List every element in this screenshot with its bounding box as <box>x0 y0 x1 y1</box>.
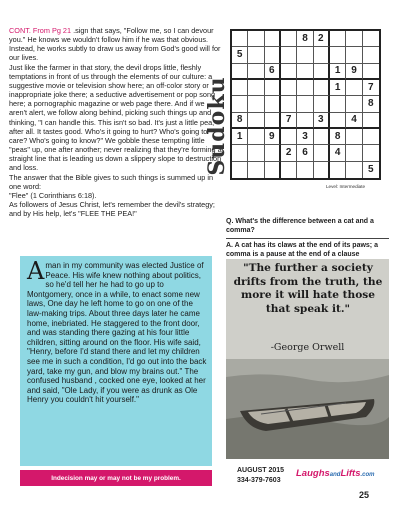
phone-number: 334-379-7603 <box>237 477 281 484</box>
sudoku-cell <box>265 96 281 112</box>
sudoku-cell <box>330 113 346 129</box>
sudoku-cell <box>346 145 362 161</box>
sudoku-cell: 8 <box>232 113 248 129</box>
sudoku-cell <box>346 80 362 96</box>
sudoku-cell <box>330 162 346 178</box>
sudoku-cell: 1 <box>330 80 346 96</box>
sudoku-cell <box>265 162 281 178</box>
sudoku-cell <box>346 96 362 112</box>
sudoku-cell <box>297 162 313 178</box>
sudoku-cell <box>232 80 248 96</box>
article-paragraph-5: As followers of Jesus Christ, let's remember the devil's strategy; and by His help, let's "FLEE THE PEA!" <box>9 199 215 219</box>
quote-text: "The further a society drifts from the truth, the more it will hate those that speak it." <box>233 262 383 315</box>
sudoku-cell <box>346 31 362 47</box>
sudoku-cell <box>265 113 281 129</box>
article-paragraph-1 <box>9 26 223 63</box>
sudoku-cell: 1 <box>232 129 248 145</box>
sudoku-cell <box>248 162 264 178</box>
sudoku-cell <box>281 47 297 63</box>
sudoku-cell <box>314 129 330 145</box>
article-paragraph-2: Just like the farmer in that story, the devil drops little, fleshly temptations in front of us through the elements of our culture: a suggestive movie or television show here; an off-color story or inappropriate joke there; a seductive advertisement or pop song here; a pornographic magazine or web page there. And if we aren't alert, we follow along behind, picking such things up and thinking, "I can handle this. This isn't so bad. It's just a little pea, after all. It tastes good. Who's it going to hurt? Who's going to care? Who's going to know?" We gobble these tempting little "peas" up, one after another; never realizing that they're forming a straight line that is leading us down a slippery slope to destruction and loss. <box>9 62 222 173</box>
issue-date: AUGUST 2015 <box>237 467 285 474</box>
sudoku-label: Sudoku <box>204 76 230 176</box>
sudoku-cell <box>314 47 330 63</box>
sudoku-cell: 9 <box>346 64 362 80</box>
story-text: man in my community was elected Justice of Peace. His wife knew nothing about politics, so he'd tell her he had to go up to Montgomery, once in a while, to enact some new laws, One day he left home to go on one of the law-making trips. About three days later he came home, inebriated. He staggered to the front door, and was standing there gazing at his four little children, sitting around on the floor. His wife said, "Henry, before I'd stand there and let my children see me in such a condition, I'd go out into the back yard, take my gun, and blow my brains out." The confused husband , cocked one eye, looked at her and said, "Ole Lady, if you were as drunk as Ole Henry you couldn't hit yourself." <box>27 261 207 405</box>
sudoku-cell <box>248 64 264 80</box>
sudoku-cell <box>297 47 313 63</box>
sudoku-cell <box>297 80 313 96</box>
sudoku-cell <box>265 145 281 161</box>
sudoku-cell <box>330 31 346 47</box>
sudoku-cell <box>281 80 297 96</box>
sudoku-cell <box>265 47 281 63</box>
sudoku-cell <box>297 113 313 129</box>
story-dropcap: A <box>27 257 45 285</box>
sudoku-cell: 1 <box>330 64 346 80</box>
sudoku-cell <box>232 31 248 47</box>
sudoku-cell: 9 <box>265 129 281 145</box>
riddle-box <box>226 218 389 260</box>
sudoku-cell <box>363 31 379 47</box>
sudoku-cell: 3 <box>297 129 313 145</box>
sudoku-cell: 7 <box>363 80 379 96</box>
article-paragraph-4: "Flee" (1 Corinthians 6:18). <box>9 190 97 200</box>
sudoku-cell <box>363 47 379 63</box>
article-continuation <box>9 26 223 218</box>
sudoku-cell <box>297 96 313 112</box>
sudoku-cell <box>248 80 264 96</box>
sudoku-cell <box>314 145 330 161</box>
sudoku-cell: 7 <box>281 113 297 129</box>
joke-story-box <box>20 256 212 466</box>
sudoku-cell <box>346 162 362 178</box>
sudoku-grid <box>230 29 381 180</box>
riddle-answer: A. A cat has its claws at the end of its paws; a comma is a pause at the end of a clause <box>226 242 378 259</box>
laughs-and-lifts-logo: LaughsandLifts.com <box>296 468 375 479</box>
sudoku-cell <box>248 129 264 145</box>
sudoku-cell: 8 <box>330 129 346 145</box>
sudoku-cell <box>314 162 330 178</box>
sudoku-cell <box>314 80 330 96</box>
sudoku-cell: 5 <box>232 47 248 63</box>
sudoku-cell <box>281 64 297 80</box>
sudoku-cell: 4 <box>346 113 362 129</box>
sudoku-cell: 5 <box>368 164 374 176</box>
sudoku-puzzle <box>206 26 386 216</box>
sudoku-cell <box>330 96 346 112</box>
sudoku-cell <box>248 47 264 63</box>
sudoku-cell <box>281 129 297 145</box>
sudoku-cell <box>248 113 264 129</box>
rowboat-illustration <box>226 359 389 459</box>
article-paragraph-3: The answer that the Bible gives to such things is summed up in one word: <box>9 172 214 191</box>
sudoku-cell <box>232 64 248 80</box>
sudoku-cell <box>232 162 248 178</box>
sudoku-cell <box>265 31 281 47</box>
sudoku-cell <box>281 96 297 112</box>
riddle-question: Q. What's the difference between a cat and a comma? <box>226 218 389 239</box>
sudoku-cell <box>248 31 264 47</box>
quote-author: -George Orwell <box>270 342 345 353</box>
sudoku-cell <box>281 31 297 47</box>
sudoku-cell: 8 <box>363 96 379 112</box>
sudoku-cell: 2 <box>314 31 330 47</box>
sudoku-level: Level: Intermediate <box>326 184 366 189</box>
sudoku-cell <box>265 80 281 96</box>
sudoku-cell: 6 <box>297 145 313 161</box>
page-number: 25 <box>359 490 370 500</box>
sudoku-cell <box>346 47 362 63</box>
continued-from-label: CONT. From Pg 21 <box>9 26 72 35</box>
sudoku-cell: 2 <box>281 145 297 161</box>
sudoku-cell <box>363 129 379 145</box>
article-text: .sign that says, "Follow me, so I can devour you." He knows we wouldn't follow him if he was that obvious. Instead, he works subtly to draw us away from God's good will for our lives. <box>9 26 221 63</box>
sudoku-cell <box>330 47 346 63</box>
sudoku-cell <box>314 64 330 80</box>
sudoku-cell <box>248 145 264 161</box>
sudoku-cell <box>248 96 264 112</box>
sudoku-cell <box>297 64 313 80</box>
sudoku-cell: 3 <box>314 113 330 129</box>
sudoku-cell: 6 <box>265 64 281 80</box>
sudoku-cell <box>363 113 379 129</box>
sudoku-cell <box>314 96 330 112</box>
sudoku-cell <box>363 145 379 161</box>
footer-tagline: Indecision may or may not be my problem. <box>20 470 212 486</box>
sudoku-cell: 4 <box>330 145 346 161</box>
sudoku-cell <box>363 64 379 80</box>
sudoku-cell <box>281 162 297 178</box>
sudoku-cell <box>232 96 248 112</box>
sudoku-cell <box>232 145 248 161</box>
quote-image <box>226 259 389 459</box>
sudoku-cell <box>346 129 362 145</box>
sudoku-cell: 8 <box>297 31 313 47</box>
